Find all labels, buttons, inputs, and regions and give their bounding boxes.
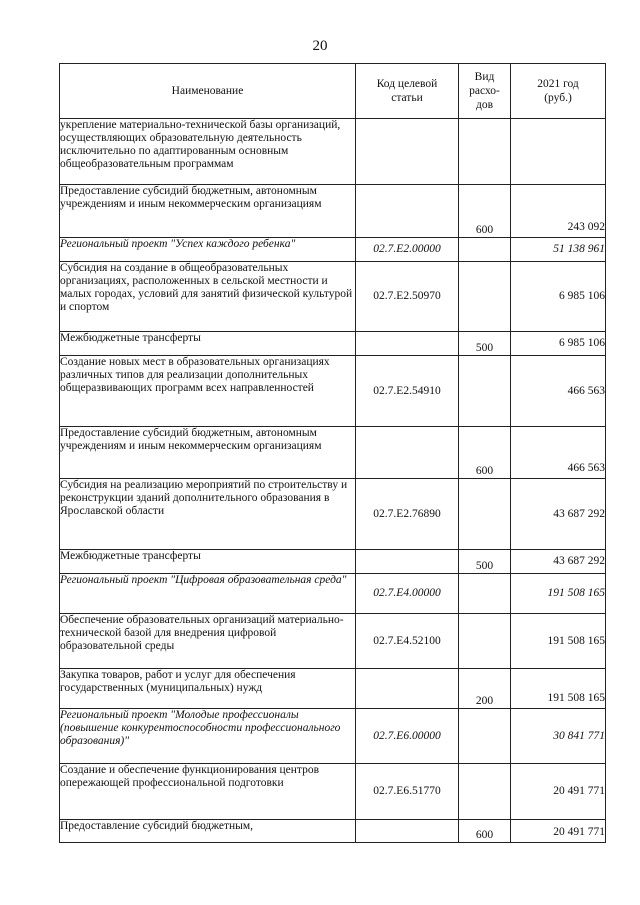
row-kind (459, 356, 511, 427)
row-amount: 191 508 165 (511, 614, 606, 669)
row-code: 02.7.Е6.00000 (356, 709, 459, 764)
budget-table (59, 63, 606, 843)
row-kind (459, 262, 511, 332)
row-name: Предоставление субсидий бюджетным, (60, 820, 356, 843)
row-code: 02.7.Е2.54910 (356, 356, 459, 427)
row-kind: 600 (459, 427, 511, 479)
row-code: 02.7.Е6.51770 (356, 764, 459, 820)
row-code: 02.7.Е2.00000 (356, 238, 459, 262)
row-kind (459, 238, 511, 262)
row-kind: 200 (459, 669, 511, 709)
header-amount: 2021 год (руб.) (511, 64, 606, 119)
table-row (60, 479, 606, 550)
row-amount: 43 687 292 (511, 479, 606, 550)
row-kind (459, 574, 511, 614)
row-name: Создание новых мест в образовательных организациях различных типов для реализации дополнительных общеразвивающих программ всех направленностей (60, 356, 356, 427)
row-kind (459, 709, 511, 764)
row-name: укрепление материально-технической базы организаций, осуществляющих образовательную деятельность исключительно по адаптированным основным общеобразовательным программам (60, 119, 356, 185)
row-kind (459, 119, 511, 185)
row-code (356, 332, 459, 356)
row-kind: 600 (459, 185, 511, 238)
header-name: Наименование (60, 64, 356, 119)
row-code (356, 669, 459, 709)
row-amount: 6 985 106 (511, 332, 606, 356)
row-kind (459, 479, 511, 550)
table-row (60, 764, 606, 820)
row-name: Обеспечение образовательных организаций материально-технической базой для внедрения цифровой образовательной среды (60, 614, 356, 669)
row-code: 02.7.Е4.52100 (356, 614, 459, 669)
row-amount: 20 491 771 (511, 764, 606, 820)
table-row (60, 614, 606, 669)
table-row (60, 262, 606, 332)
table-row (60, 427, 606, 479)
row-name: Межбюджетные трансферты (60, 332, 356, 356)
table-row (60, 238, 606, 262)
row-name: Межбюджетные трансферты (60, 550, 356, 574)
row-code (356, 185, 459, 238)
row-code (356, 119, 459, 185)
table-row (60, 550, 606, 574)
row-name: Предоставление субсидий бюджетным, автономным учреждениям и иным некоммерческим организациям (60, 427, 356, 479)
row-amount: 466 563 (511, 427, 606, 479)
row-kind (459, 614, 511, 669)
row-name: Создание и обеспечение функционирования центров опережающей профессиональной подготовки (60, 764, 356, 820)
row-code: 02.7.Е2.50970 (356, 262, 459, 332)
row-code (356, 550, 459, 574)
row-name: Субсидия на создание в общеобразовательных организациях, расположенных в сельской местности и малых городах, условий для занятий физической культурой и спортом (60, 262, 356, 332)
row-code: 02.7.Е2.76890 (356, 479, 459, 550)
row-name: Предоставление субсидий бюджетным, автономным учреждениям и иным некоммерческим организациям (60, 185, 356, 238)
table-row (60, 709, 606, 764)
row-name: Региональный проект "Успех каждого ребенка" (60, 238, 356, 262)
row-amount: 6 985 106 (511, 262, 606, 332)
table-row (60, 185, 606, 238)
row-amount: 30 841 771 (511, 709, 606, 764)
page-number: 20 (312, 38, 328, 54)
row-amount: 191 508 165 (511, 574, 606, 614)
row-amount: 51 138 961 (511, 238, 606, 262)
row-amount: 243 092 (511, 185, 606, 238)
table-row (60, 820, 606, 843)
table-row (60, 332, 606, 356)
row-amount: 466 563 (511, 356, 606, 427)
row-kind (459, 764, 511, 820)
row-code (356, 427, 459, 479)
row-name: Закупка товаров, работ и услуг для обеспечения государственных (муниципальных) нужд (60, 669, 356, 709)
row-amount: 43 687 292 (511, 550, 606, 574)
row-amount: 191 508 165 (511, 669, 606, 709)
row-kind: 500 (459, 550, 511, 574)
row-kind: 500 (459, 332, 511, 356)
row-code: 02.7.Е4.00000 (356, 574, 459, 614)
row-name: Региональный проект "Цифровая образовательная среда" (60, 574, 356, 614)
table-row (60, 119, 606, 185)
table-row (60, 669, 606, 709)
table-row (60, 574, 606, 614)
row-name: Субсидия на реализацию мероприятий по строительству и реконструкции зданий дополнительного образования в Ярославской области (60, 479, 356, 550)
row-code (356, 820, 459, 843)
header-kind: Вид расхо-дов (459, 64, 511, 119)
row-name: Региональный проект "Молодые профессионалы (повышение конкурентоспособности профессионального образования)" (60, 709, 356, 764)
row-amount: 20 491 771 (511, 820, 606, 843)
table-row (60, 356, 606, 427)
row-kind: 600 (459, 820, 511, 843)
header-row (60, 64, 606, 119)
row-amount (511, 119, 606, 185)
header-code: Код целевой статьи (356, 64, 459, 119)
